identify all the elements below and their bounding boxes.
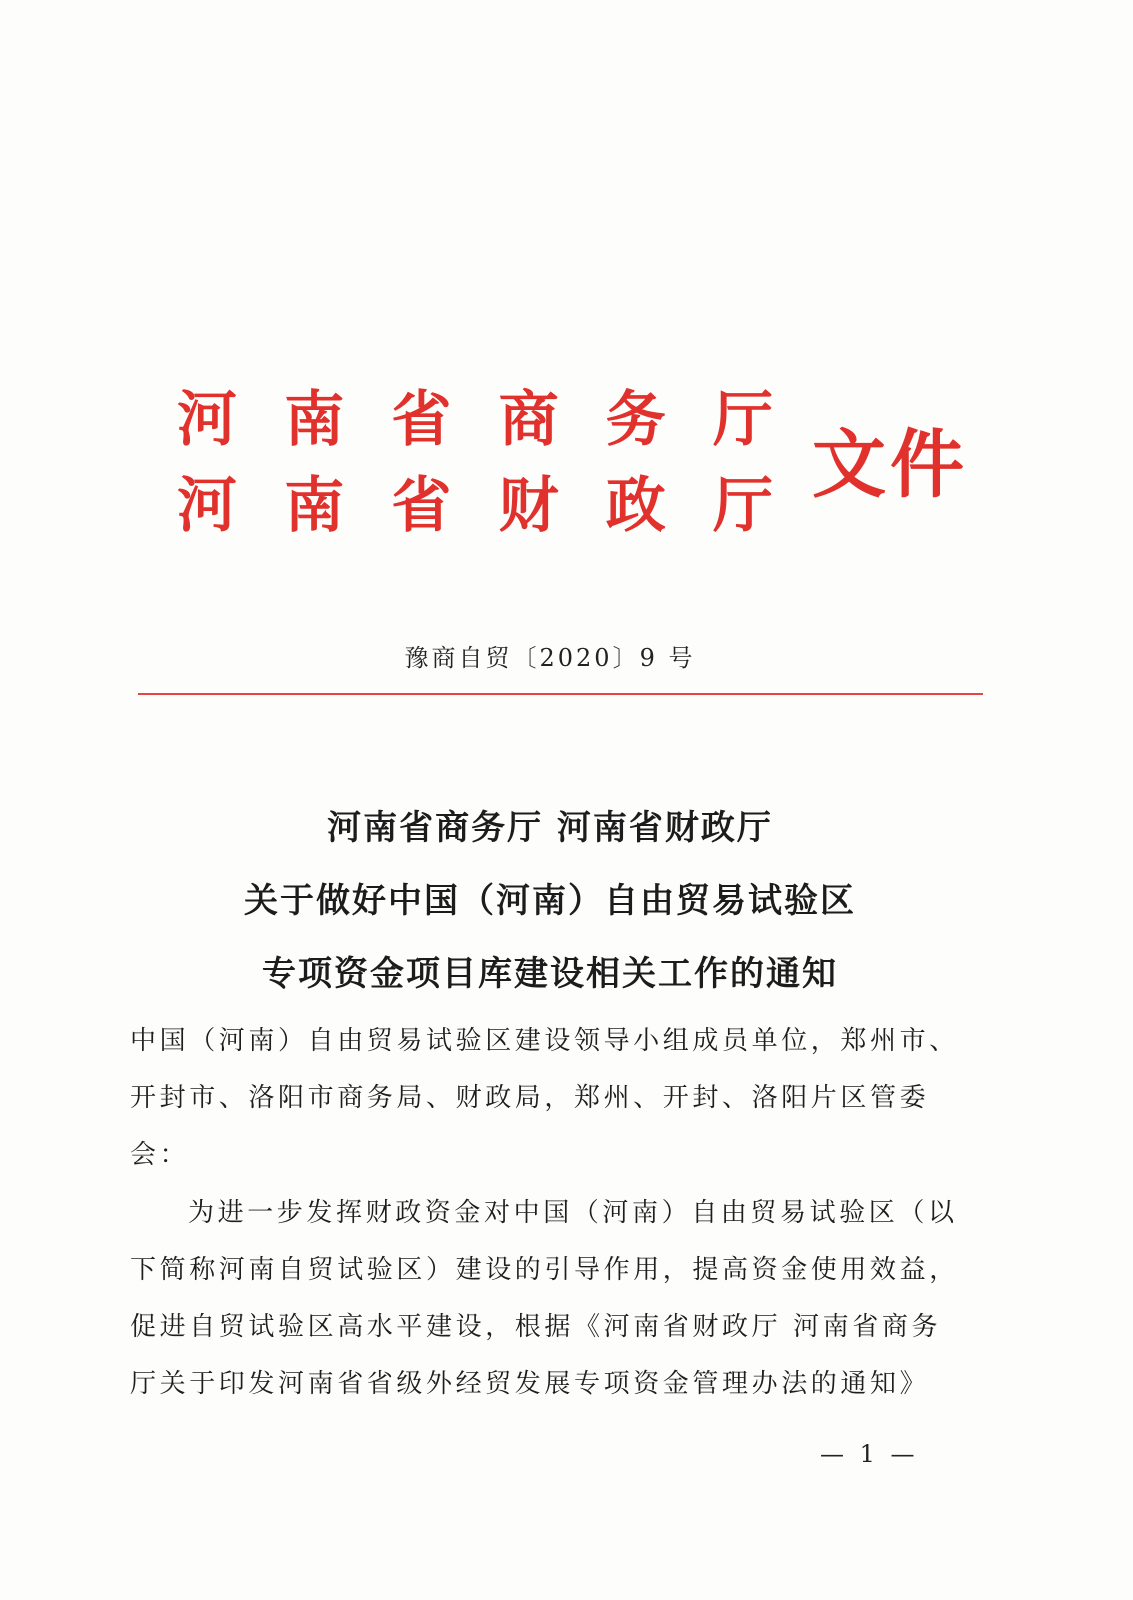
issuer-char: 南 [284,471,345,541]
paragraph-line: 厅关于印发河南省省级外经贸发展专项资金管理办法的通知》 [130,1369,930,1399]
document-title-line-2: 关于做好中国（河南）自由贸易试验区 [244,881,856,921]
issuer-char: 厅 [712,471,773,541]
issuer-char: 务 [605,385,666,455]
issuer-char: 省 [391,385,452,455]
issuer-char: 财 [498,471,559,541]
paragraph-line: 下简称河南自贸试验区）建设的引导作用，提高资金使用效益， [130,1255,959,1285]
issuer-char: 省 [391,471,452,541]
issuer-char: 南 [284,385,345,455]
document-title-line-1: 河南省商务厅 河南省财政厅 [327,808,773,848]
paragraph-line: 为进一步发挥财政资金对中国（河南）自由贸易试验区（以 [188,1198,958,1228]
issuer-char: 商 [498,385,559,455]
red-divider-line [138,693,983,695]
paragraph-line: 促进自贸试验区高水平建设，根据《河南省财政厅 河南省商务 [130,1312,942,1342]
page-number: — 1 — [820,1440,919,1468]
issuer-char: 政 [605,471,666,541]
issuer-char: 河 [177,471,237,541]
issuer-char: 厅 [712,385,773,455]
recipient-line: 会： [130,1140,190,1170]
issuer-char: 河 [177,385,237,455]
issuer-finance-dept [175,471,775,541]
document-number: 豫商自贸〔2020〕9 号 [404,644,696,672]
recipient-line: 开封市、洛阳市商务局、财政局，郑州、开封、洛阳片区管委 [130,1083,930,1113]
red-letterhead [0,0,1133,560]
document-word: 文件 [812,422,968,508]
document-title-line-3: 专项资金项目库建设相关工作的通知 [262,954,838,994]
recipient-line: 中国（河南）自由贸易试验区建设领导小组成员单位，郑州市、 [130,1026,959,1056]
issuer-commerce-dept [175,385,775,455]
